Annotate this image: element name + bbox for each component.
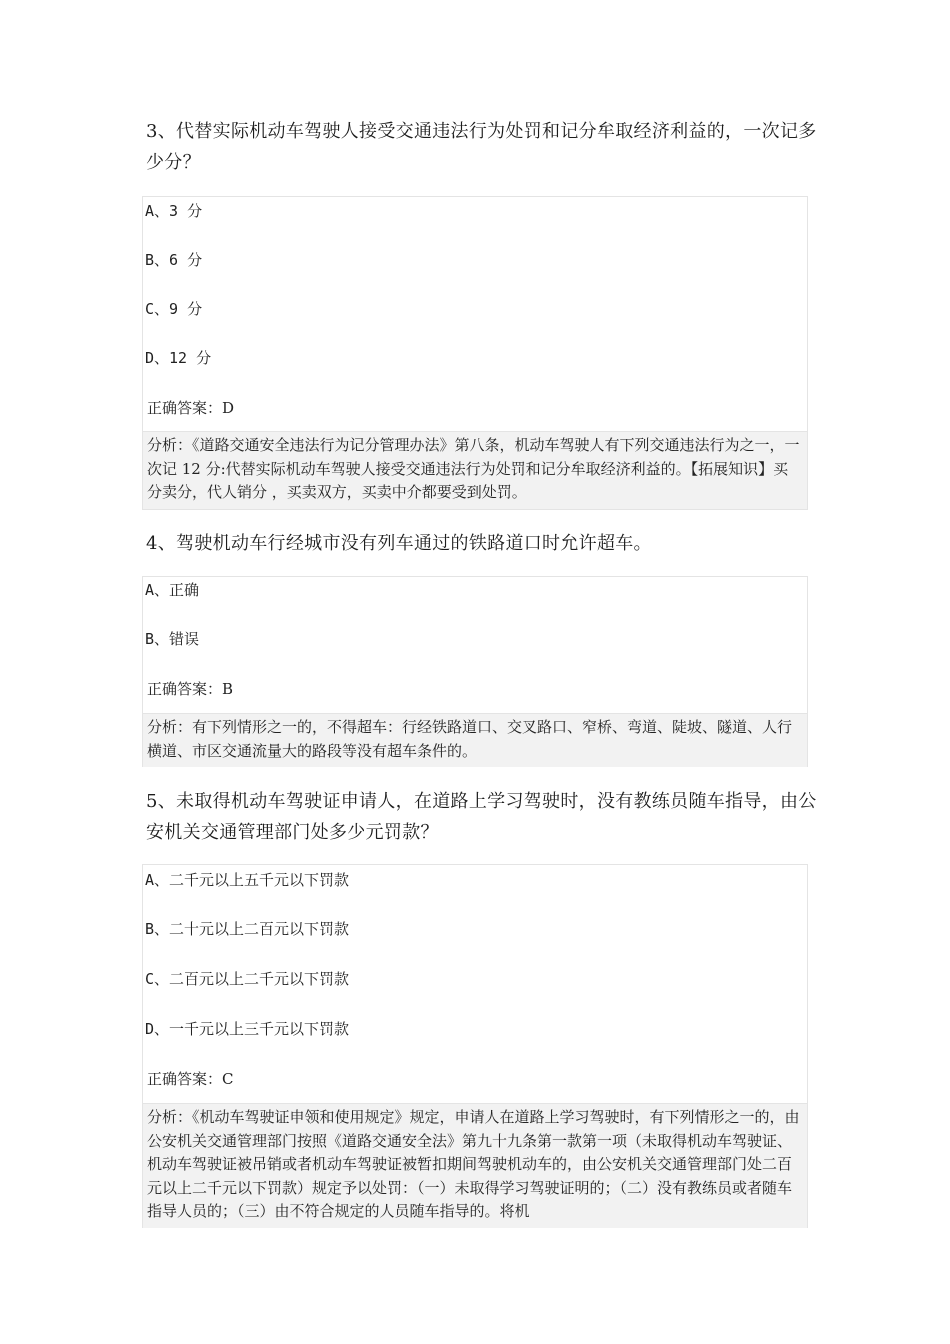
q3-option-d: D、12 分 [145,349,212,367]
question-3-box [142,196,808,510]
q3-option-c: C、9 分 [145,300,203,318]
q5-option-b: B、二十元以上二百元以下罚款 [145,920,350,938]
q3-analysis: 分析：《道路交通安全违法行为记分管理办法》第八条，机动车驾驶人有下列交通违法行为之一，一次记 12 分:代替实际机动车驾驶人接受交通违法行为处罚和记分牟取经济利益的。【拓展知识】买分卖分，代人销分 ，买卖双方，买卖中介都要受到处罚。 [143,431,807,509]
q5-analysis: 分析：《机动车驾驶证申领和使用规定》规定，申请人在道路上学习驾驶时，有下列情形之一的，由公安机关交通管理部门按照《道路交通安全法》第九十九条第一款第一项（未取得机动车驾驶证、机动车驾驶证被吊销或者机动车驾驶证被暂扣期间驾驶机动车的，由公安机关交通管理部门处二百元以上二千元以下罚款）规定予以处罚：（一）未取得学习驾驶证明的；（二）没有教练员或者随车指导人员的；（三）由不符合规定的人员随车指导的。将机 [143,1103,807,1228]
q4-correct-answer: 正确答案：B [147,680,234,698]
q3-option-b: B、6 分 [145,251,203,269]
question-3-text: 3、代替实际机动车驾驶人接受交通违法行为处罚和记分牟取经济利益的，一次记多少分？ [146,121,817,173]
q4-option-a: A、正确 [145,581,200,599]
q5-option-c: C、二百元以上二千元以下罚款 [145,970,350,988]
q5-correct-answer: 正确答案：C [147,1070,234,1088]
q4-option-b: B、错误 [145,630,200,648]
question-5-box [142,864,808,1228]
question-4-text: 4、驾驶机动车行经城市没有列车通过的铁路道口时允许超车。 [146,533,652,554]
q3-correct-answer: 正确答案：D [147,399,235,417]
q5-option-d: D、一千元以上三千元以下罚款 [145,1020,350,1038]
question-5-text: 5、未取得机动车驾驶证申请人，在道路上学习驾驶时，没有教练员随车指导，由公安机关交通管理部门处多少元罚款？ [146,791,817,843]
q5-option-a: A、二千元以上五千元以下罚款 [145,871,350,889]
question-4-box [142,576,808,767]
q4-analysis: 分析：有下列情形之一的，不得超车：行经铁路道口、交叉路口、窄桥、弯道、陡坡、隧道、人行横道、市区交通流量大的路段等没有超车条件的。 [143,713,807,767]
q3-option-a: A、3 分 [145,202,203,220]
